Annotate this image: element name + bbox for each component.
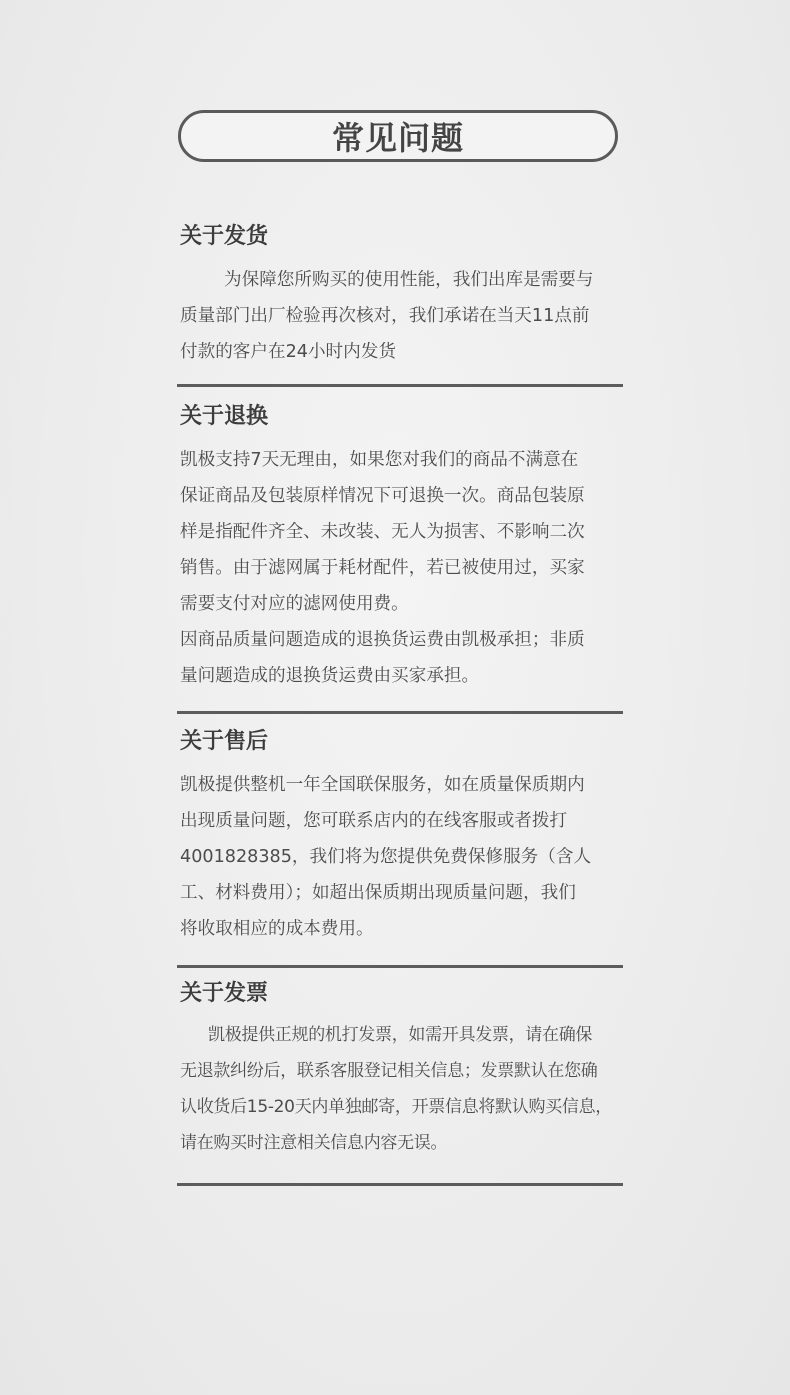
paragraph-line: 付款的客户在24小时内发货 [180, 342, 396, 362]
paragraph-line: 4001828385，我们将为您提供免费保修服务（含人 [180, 847, 592, 867]
paragraph-line: 量问题造成的退换货运费由买家承担。 [180, 666, 480, 686]
section-shipping [180, 222, 640, 370]
paragraph-line: 样是指配件齐全、未改装、无人为损害、不影响二次 [180, 522, 585, 542]
paragraph-line: 质量部门出厂检验再次核对，我们承诺在当天11点前 [180, 306, 590, 326]
faq-title-box [178, 110, 618, 162]
paragraph-line: 工、材料费用）；如超出保质期出现质量问题，我们 [180, 883, 576, 903]
paragraph-line: 认收货后15-20天内单独邮寄，开票信息将默认购买信息， [180, 1097, 612, 1117]
section-heading-invoice: 关于发票 [180, 981, 269, 1006]
paragraph-line: 无退款纠纷后，联系客服登记相关信息；发票默认在您确 [180, 1061, 598, 1081]
paragraph-line: 因商品质量问题造成的退换货运费由凯极承担；非质 [180, 630, 585, 650]
paragraph-line: 凯极提供正规的机打发票，如需开具发票，请在确保 [208, 1025, 593, 1045]
section-heading-shipping: 关于发货 [180, 224, 269, 249]
section-heading-returns: 关于退换 [180, 404, 269, 429]
paragraph-line: 销售。由于滤网属于耗材配件，若已被使用过，买家 [180, 558, 585, 578]
section-heading-after-sales: 关于售后 [180, 729, 269, 754]
paragraph-line: 出现质量问题，您可联系店内的在线客服或者拨打 [180, 811, 568, 831]
paragraph-line: 凯极支持7天无理由，如果您对我们的商品不满意在 [180, 450, 579, 470]
paragraph-line: 需要支付对应的滤网使用费。 [180, 594, 409, 614]
divider-line [177, 711, 623, 714]
paragraph-line: 为保障您所购买的使用性能，我们出库是需要与 [224, 270, 594, 290]
paragraph-line: 请在购买时注意相关信息内容无误。 [180, 1133, 448, 1153]
page-title: 常见问题 [331, 119, 464, 157]
divider-line [177, 384, 623, 387]
paragraph-line: 凯极提供整机一年全国联保服务，如在质量保质期内 [180, 775, 585, 795]
divider-line [177, 965, 623, 968]
paragraph-line: 将收取相应的成本费用。 [180, 919, 374, 939]
paragraph-line: 保证商品及包装原样情况下可退换一次。商品包装原 [180, 486, 585, 506]
section-invoice [180, 979, 640, 1161]
section-returns [180, 402, 640, 694]
divider-line [177, 1183, 623, 1186]
section-after-sales [180, 727, 640, 947]
